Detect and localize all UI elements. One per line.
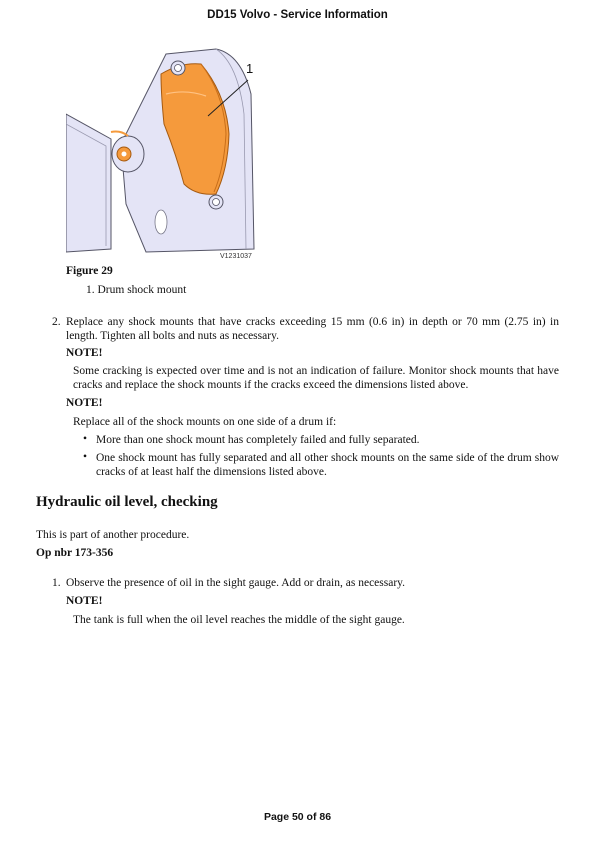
op-number: Op nbr 173-356 bbox=[36, 547, 114, 559]
section-heading: Hydraulic oil level, checking bbox=[36, 494, 218, 510]
figure-image-code: V1231037 bbox=[220, 253, 252, 260]
shock-mount-drawing bbox=[66, 34, 256, 262]
note-label: NOTE! bbox=[66, 595, 103, 607]
step-1-text: Observe the presence of oil in the sight gauge. Add or drain, as necessary. bbox=[66, 577, 406, 589]
step-2-number: 2. bbox=[52, 316, 61, 328]
section-intro: This is part of another procedure. bbox=[36, 529, 190, 541]
list-item: More than one shock mount has completely failed and fully separated. bbox=[96, 434, 420, 446]
note-text: Replace all of the shock mounts on one side of a drum if: bbox=[73, 416, 337, 428]
note-label: NOTE! bbox=[66, 397, 103, 409]
note-text: The tank is full when the oil level reaches the middle of the sight gauge. bbox=[73, 614, 405, 626]
figure-item-1: 1. Drum shock mount bbox=[86, 284, 187, 296]
figure-illustration bbox=[66, 34, 256, 262]
bullet-dot: • bbox=[83, 451, 88, 463]
step-2-text: Replace any shock mounts that have cracks exceeding 15 mm (0.6 in) in depth or 70 mm (2.75 in) in length. Tighten all bolts and nuts as necessary. bbox=[66, 316, 559, 342]
step-1-number: 1. bbox=[52, 577, 61, 589]
list-item: One shock mount has fully separated and all other shock mounts on the same side of the drum show cracks of at least half the dimensions listed above. bbox=[96, 452, 559, 478]
page-header: DD15 Volvo - Service Information bbox=[207, 9, 388, 21]
page-footer: Page 50 of 86 bbox=[263, 811, 332, 823]
note-text: Some cracking is expected over time and is not an indication of failure. Monitor shock mounts that have cracks and replace the shock mounts if the cracks exceed the dimensions listed above. bbox=[73, 365, 559, 391]
bullet-dot: • bbox=[83, 433, 88, 445]
note-label: NOTE! bbox=[66, 347, 103, 359]
figure-title: Figure 29 bbox=[66, 265, 113, 277]
callout-number: 1 bbox=[246, 61, 254, 76]
